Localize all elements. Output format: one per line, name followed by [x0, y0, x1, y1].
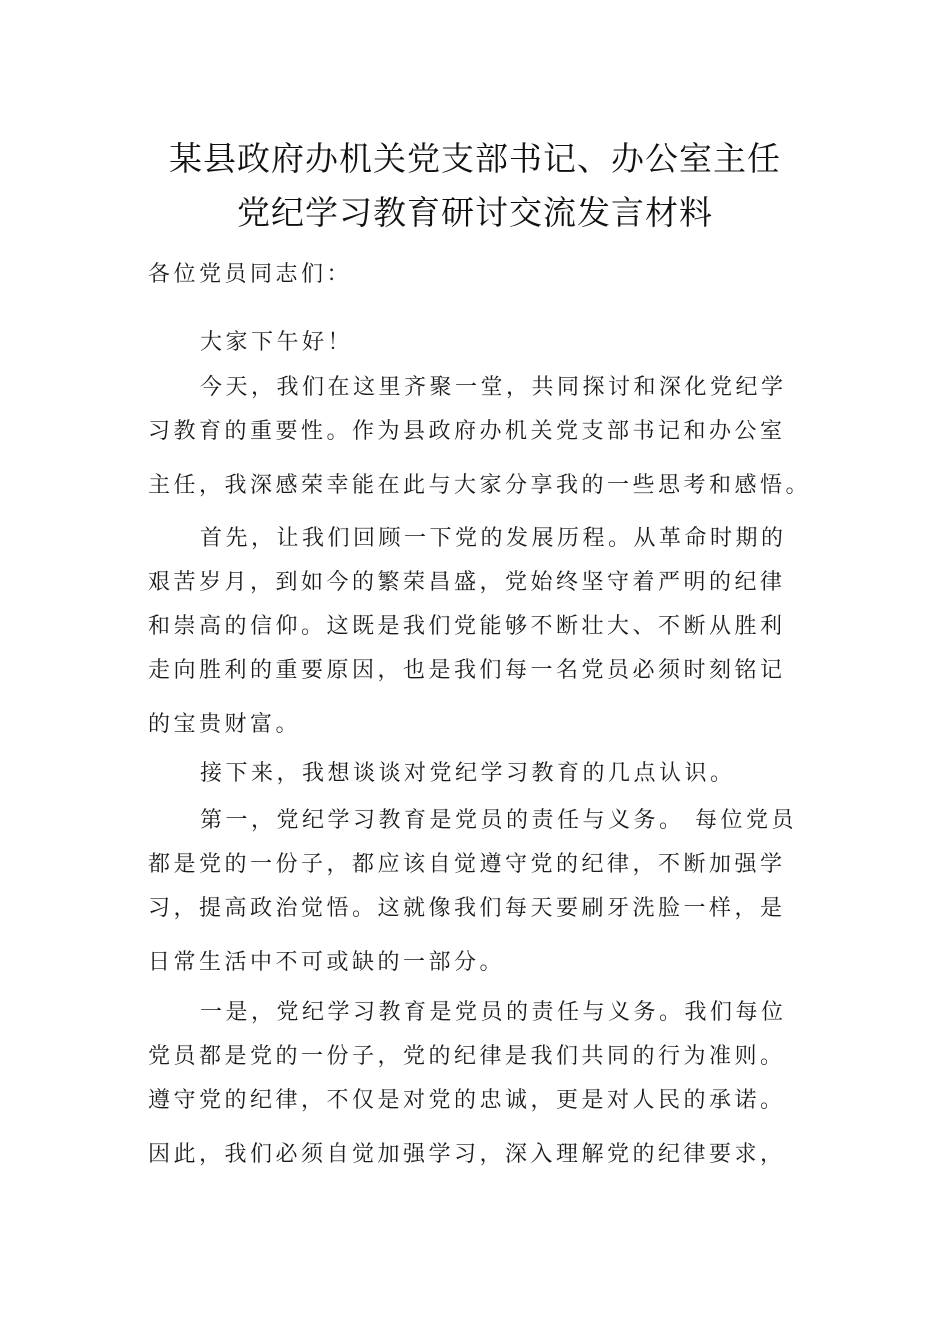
title-line-2: 党纪学习教育研讨交流发言材料 — [237, 193, 713, 232]
paragraph-transition — [148, 752, 820, 796]
paragraph-line: 今天，我们在这里齐聚一堂，共同探讨和深化党纪学 — [200, 375, 787, 400]
document-title — [0, 132, 950, 240]
paragraph-line: 一是，党纪学习教育是党员的责任与义务。我们每位 — [200, 1000, 787, 1025]
paragraph-line: 党员都是党的一份子，党的纪律是我们共同的行为准则。 — [148, 1044, 786, 1069]
paragraph-line: 因此，我们必须自觉加强学习，深入理解党的纪律要求， — [148, 1142, 786, 1167]
title-line-1: 某县政府办机关党支部书记、办公室主任 — [169, 139, 781, 178]
paragraph-history — [148, 517, 820, 747]
paragraph-line: 第一，党纪学习教育是党员的责任与义务。 每位党员 — [200, 808, 797, 833]
paragraph-sub-point-one — [148, 991, 820, 1177]
salutation: 各位党员同志们： — [148, 262, 353, 287]
paragraph-line: 日常生活中不可或缺的一部分。 — [148, 950, 506, 975]
paragraph-line: 和崇高的信仰。这既是我们党能够不断壮大、不断从胜利 — [148, 614, 786, 639]
paragraph-intro — [148, 366, 820, 508]
paragraph-line: 接下来，我想谈谈对党纪学习教育的几点认识。 — [200, 761, 736, 786]
paragraph-line: 遵守党的纪律，不仅是对党的忠诚，更是对人民的承诺。 — [148, 1088, 786, 1113]
paragraph-line: 的宝贵财富。 — [148, 712, 302, 737]
paragraph-line: 首先，让我们回顾一下党的发展历程。从革命时期的 — [200, 526, 787, 551]
paragraph-line: 习教育的重要性。作为县政府办机关党支部书记和办公室 — [148, 419, 786, 444]
paragraph-greeting — [148, 321, 820, 365]
paragraph-line: 大家下午好！ — [200, 330, 354, 355]
paragraph-line: 艰苦岁月，到如今的繁荣昌盛，党始终坚守着严明的纪律 — [148, 570, 786, 595]
paragraph-line: 走向胜利的重要原因，也是我们每一名党员必须时刻铭记 — [148, 658, 786, 683]
paragraph-line: 都是党的一份子，都应该自觉遵守党的纪律，不断加强学 — [148, 852, 786, 877]
paragraph-line: 主任，我深感荣幸能在此与大家分享我的一些思考和感悟。 — [148, 473, 812, 498]
paragraph-point-one — [148, 799, 820, 985]
paragraph-line: 习，提高政治觉悟。这就像我们每天要刷牙洗脸一样，是 — [148, 896, 786, 921]
